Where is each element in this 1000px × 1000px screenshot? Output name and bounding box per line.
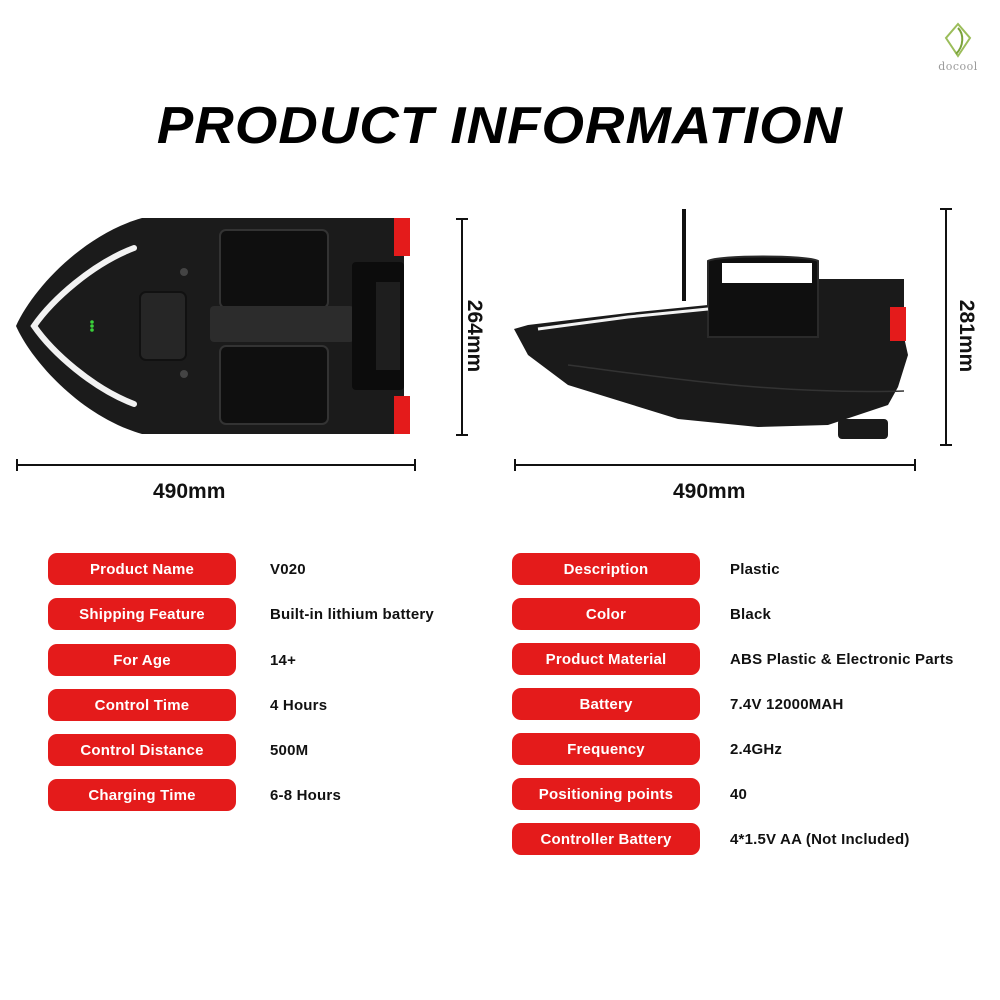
- spec-label: Battery: [512, 688, 700, 720]
- spec-value: 6-8 Hours: [270, 786, 341, 804]
- spec-label: For Age: [48, 644, 236, 676]
- boat-side-view-image: [508, 205, 920, 450]
- spec-value: 500M: [270, 741, 309, 759]
- brand-logo: [926, 22, 990, 82]
- logo-text: docool: [938, 60, 978, 73]
- spec-label: Controller Battery: [512, 823, 700, 855]
- spec-label: Frequency: [512, 733, 700, 765]
- spec-value: ABS Plastic & Electronic Parts: [730, 650, 954, 668]
- spec-value: 7.4V 12000MAH: [730, 695, 844, 713]
- spec-value: 40: [730, 785, 748, 803]
- side-view-width-label: 490mm: [673, 480, 746, 503]
- spec-label: Shipping Feature: [48, 598, 236, 630]
- boat-top-view-image: [12, 212, 420, 440]
- spec-value: 2.4GHz: [730, 740, 783, 758]
- spec-label: Positioning points: [512, 778, 700, 810]
- page-title: PRODUCT INFORMATION: [156, 97, 844, 155]
- side-view-height-label: 281mm: [955, 299, 978, 373]
- dimension-line-top-width: [16, 459, 416, 471]
- spec-label: Product Name: [48, 553, 236, 585]
- top-view-width-label: 490mm: [153, 480, 226, 503]
- dimension-line-side-width: [514, 459, 916, 471]
- spec-label: Description: [512, 553, 700, 585]
- spec-value: 14+: [270, 651, 297, 669]
- spec-value: 4 Hours: [270, 696, 328, 714]
- dimension-line-side-height: [940, 208, 952, 446]
- spec-label: Control Time: [48, 689, 236, 721]
- spec-label: Control Distance: [48, 734, 236, 766]
- spec-value: Black: [730, 605, 772, 623]
- spec-label: Product Material: [512, 643, 700, 675]
- spec-label: Color: [512, 598, 700, 630]
- spec-value: 4*1.5V AA (Not Included): [730, 830, 910, 848]
- leaf-icon: [934, 22, 982, 60]
- spec-label: Charging Time: [48, 779, 236, 811]
- spec-value: V020: [270, 560, 306, 578]
- spec-value: Plastic: [730, 560, 780, 578]
- top-view-height-label: 264mm: [463, 299, 486, 373]
- spec-value: Built-in lithium battery: [270, 605, 434, 623]
